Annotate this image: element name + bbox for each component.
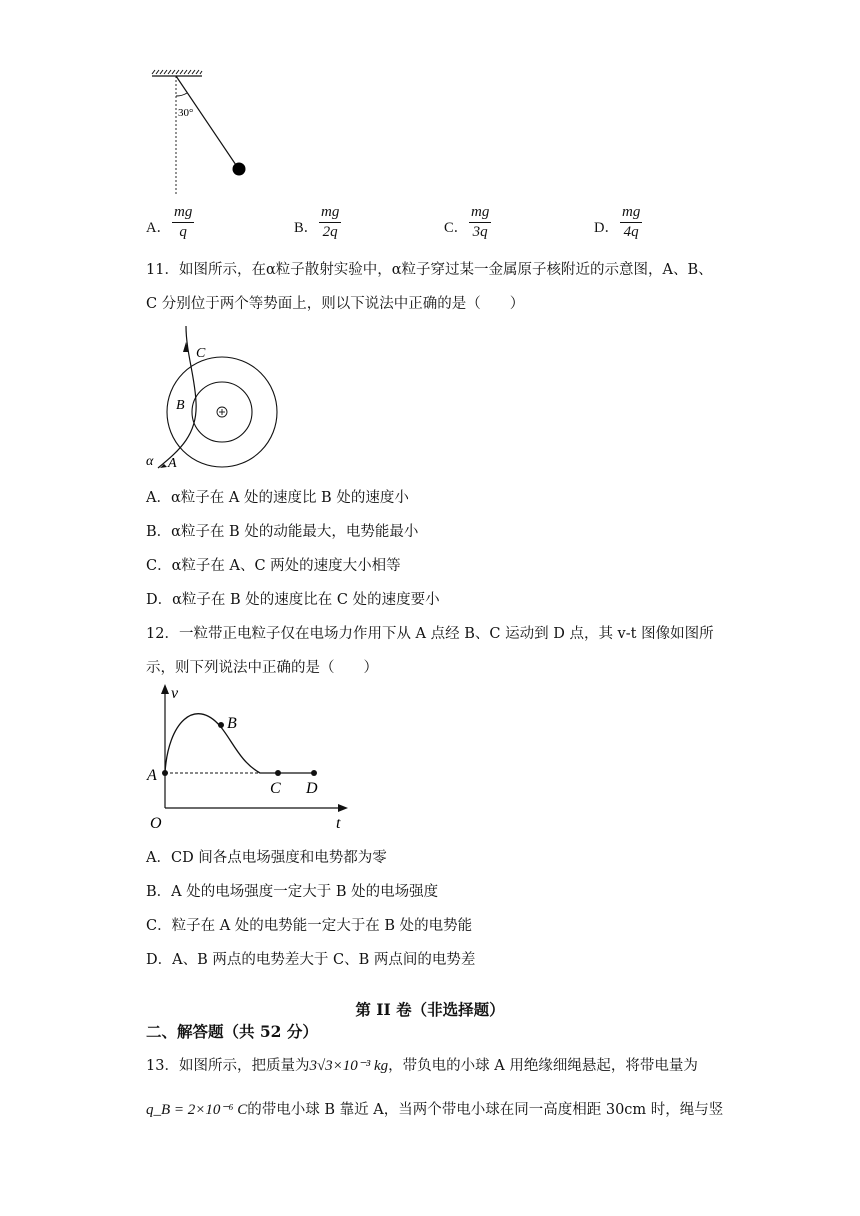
part-title: 二、解答题（共 52 分） — [146, 1022, 318, 1041]
point-a — [162, 770, 168, 776]
label-t: t — [336, 815, 341, 832]
q13-text-part2: ，带负电的小球 A 用绝缘细绳悬起，将带电量为 — [388, 1058, 698, 1074]
q13-text-part1: 13．如图所示，把质量为 — [146, 1058, 310, 1074]
alpha-scattering-figure — [140, 322, 290, 472]
q13-charge-formula: q_B = 2×10⁻⁶ C — [146, 1102, 248, 1118]
q12-option-c: C．粒子在 A 处的电势能一定大于在 B 处的电势能 — [146, 918, 473, 934]
q13-mass-formula: 3√3×10⁻³ kg — [309, 1058, 389, 1074]
q13-text-part3: 的带电小球 B 靠近 A，当两个带电小球在同一高度相距 30cm 时，绳与竖 — [247, 1102, 724, 1118]
angle-arc — [176, 93, 187, 96]
pendulum-ball — [233, 163, 246, 176]
point-b — [218, 722, 224, 728]
alpha-trajectory — [158, 326, 196, 468]
q13-stem-line2 — [146, 1098, 723, 1119]
q11-option-c: C．α粒子在 A、C 两处的速度大小相等 — [146, 558, 401, 574]
label-a: A — [168, 456, 177, 471]
q10-option-c-label: C． — [444, 220, 469, 236]
q12-stem-line1: 12．一粒带正电粒子仅在电场力作用下从 A 点经 B、C 运动到 D 点，其 v-t 图像如图所 — [146, 626, 714, 642]
label-alpha: α — [146, 454, 154, 469]
label-c: C — [196, 346, 206, 361]
section-title: 第 II 卷（非选择题） — [355, 1000, 505, 1019]
q12-option-a: A．CD 间各点电场强度和电势都为零 — [146, 850, 387, 866]
label-d: D — [306, 780, 318, 797]
q11-stem-line2: C 分别位于两个等势面上，则以下说法中正确的是（ ） — [146, 296, 525, 312]
point-c — [275, 770, 281, 776]
q13-stem-line1 — [146, 1054, 698, 1075]
q11-option-b: B．α粒子在 B 处的动能最大，电势能最小 — [146, 524, 419, 540]
q10-option-a-fraction — [172, 204, 194, 241]
label-c: C — [270, 780, 281, 797]
fraction-denominator: 3q — [472, 224, 488, 240]
q10-option-b-fraction — [319, 204, 341, 241]
q10-option-a-label: A． — [146, 220, 171, 236]
q11-option-a: A．α粒子在 A 处的速度比 B 处的速度小 — [146, 490, 409, 506]
q11-option-d: D．α粒子在 B 处的速度比在 C 处的速度要小 — [146, 592, 440, 608]
pendulum-figure — [140, 66, 270, 198]
angle-label: 30° — [178, 107, 194, 119]
fraction-numerator: mg — [319, 204, 341, 223]
fraction-numerator: mg — [620, 204, 642, 223]
q12-option-b: B．A 处的电场强度一定大于 B 处的电场强度 — [146, 884, 439, 900]
q10-option-d-label: D． — [594, 220, 619, 236]
pendulum-string — [176, 76, 238, 168]
fraction-denominator: q — [179, 224, 187, 240]
q11-stem-line1: 11．如图所示，在α粒子散射实验中，α粒子穿过某一金属原子核附近的示意图，A、B、 — [146, 262, 713, 278]
q10-option-b-label: B． — [294, 220, 319, 236]
vt-curve — [165, 714, 314, 773]
label-a: A — [147, 767, 157, 784]
label-b: B — [227, 715, 237, 732]
fraction-numerator: mg — [172, 204, 194, 223]
point-d — [311, 770, 317, 776]
fraction-numerator: mg — [469, 204, 491, 223]
label-v: v — [171, 685, 179, 702]
q12-stem-line2: 示，则下列说法中正确的是（ ） — [146, 660, 378, 676]
q10-option-d-fraction — [620, 204, 642, 241]
fraction-denominator: 2q — [322, 224, 338, 240]
q12-option-d: D．A、B 两点的电势差大于 C、B 两点间的电势差 — [146, 952, 476, 968]
vt-graph-figure — [140, 682, 360, 832]
label-b: B — [176, 398, 185, 413]
fraction-denominator: 4q — [623, 224, 639, 240]
label-o: O — [150, 815, 162, 832]
q10-option-c-fraction — [469, 204, 491, 241]
